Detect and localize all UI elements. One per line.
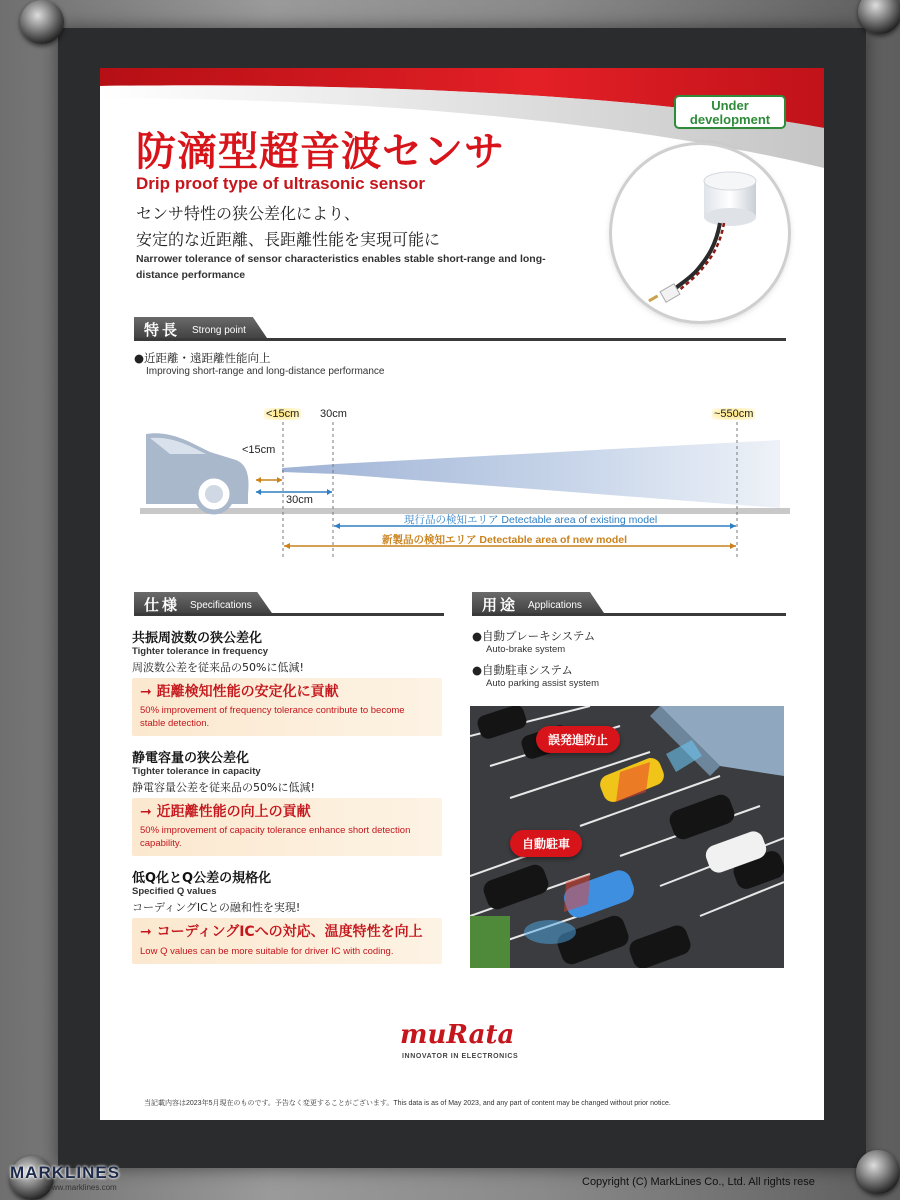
- section-title-jp: 特長: [144, 321, 181, 339]
- lead-text-jp: [136, 201, 440, 253]
- application-item-auto-parking-en: Auto parking assist system: [486, 678, 599, 689]
- lead-line1: センサ特性の狭公差化により、: [136, 204, 361, 223]
- section-title-en: Applications: [528, 600, 582, 611]
- spec-3-result-en: Low Q values can be more suitable for driver IC with coding.: [140, 946, 394, 957]
- spec-3-heading: 低Q化とQ公差の規格化: [132, 871, 272, 886]
- ultrasonic-sensor-icon: [612, 145, 788, 321]
- murata-logo: muRata: [400, 1020, 515, 1050]
- parking-lot-illustration: [470, 706, 784, 968]
- section-applications: [472, 592, 786, 616]
- frame-bolt-bottom-right: [856, 1150, 900, 1194]
- spec-2-result-en: 50% improvement of capacity tolerance enhance short detection capability.: [140, 825, 411, 849]
- section-title-jp: 仕様: [144, 596, 181, 614]
- section-strong-point: [134, 317, 786, 341]
- section-title-en: Specifications: [190, 600, 252, 611]
- spec-1-en: Tighter tolerance in frequency: [132, 646, 269, 657]
- page-title-jp: 防滴型超音波センサ: [136, 129, 505, 175]
- spec-3-result: [132, 918, 442, 964]
- detection-diagram: [140, 408, 790, 558]
- section-title-jp: 用途: [482, 596, 519, 614]
- label-under-15cm-top: <15cm: [266, 408, 300, 420]
- spec-2-heading: 静電容量の狭公差化: [132, 751, 250, 766]
- product-photo: [612, 145, 788, 321]
- section-title-en: Strong point: [192, 325, 246, 336]
- spec-3-jp: コーディングICとの融和性を実現!: [132, 901, 301, 914]
- spec-2-en: Tighter tolerance in capacity: [132, 766, 261, 777]
- prevent-false-start-label: 誤発進防止: [536, 726, 620, 753]
- spec-2-result-title: ➞ 近距離性能の向上の貢献: [140, 804, 311, 820]
- new-model-area-label: 新製品の検知エリア Detectable area of new model: [382, 534, 628, 546]
- application-item-auto-brake-en: Auto-brake system: [486, 644, 566, 655]
- spec-1-result: [132, 678, 442, 736]
- spec-1-jp: 周波数公差を従来品の50%に低減!: [132, 661, 304, 674]
- auto-parking-label: 自動駐車: [510, 830, 582, 857]
- badge-line2: development: [689, 112, 771, 127]
- lead-text-en: Narrower tolerance of sensor characteristics enables stable short-range and long-distance performance: [136, 253, 546, 281]
- murata-tagline: INNOVATOR IN ELECTRONICS: [402, 1053, 519, 1060]
- copyright-notice: Copyright (C) MarkLines Co., Ltd. All rights rese: [582, 1176, 815, 1188]
- application-item-auto-parking: ●自動駐車システム: [472, 663, 573, 677]
- label-550cm: ~550cm: [714, 408, 754, 420]
- strong-point-bullet: ●近距離・遠距離性能向上: [134, 351, 271, 365]
- footnote: 当記載内容は2023年5月現在のものです。予告なく変更することがございます。This data is as of May 2023, and any part of content may be changed without prior notice.: [144, 1100, 671, 1107]
- spec-1-result-title: ➞ 距離検知性能の安定化に貢献: [140, 684, 339, 700]
- strong-point-bullet-en: Improving short-range and long-distance performance: [146, 366, 385, 377]
- spec-1-result-en: 50% improvement of frequency tolerance contribute to become stable detection.: [140, 705, 405, 729]
- lead-line2: 安定的な近距離、長距離性能を実現可能に: [136, 230, 441, 249]
- under-development-badge: [674, 95, 786, 129]
- application-item-auto-brake: ●自動ブレーキシステム: [472, 629, 596, 643]
- spec-3-result-title: ➞ コーディングICへの対応、温度特性を向上: [140, 924, 423, 940]
- spec-1-heading: 共振周波数の狭公差化: [132, 631, 263, 646]
- marklines-watermark-url: www.marklines.com: [46, 1183, 117, 1192]
- label-30cm-top: 30cm: [320, 408, 347, 420]
- label-30cm-car: 30cm: [286, 494, 313, 506]
- label-under-15cm-car: <15cm: [242, 444, 276, 456]
- marklines-watermark-logo: MARKLINES: [10, 1163, 121, 1182]
- poster: [100, 68, 824, 1120]
- existing-model-area-label: 現行品の検知エリア Detectable area of existing model: [404, 514, 658, 526]
- spec-2-result: [132, 798, 442, 856]
- page-title-en: Drip proof type of ultrasonic sensor: [136, 174, 426, 193]
- badge-line1: Under: [711, 98, 749, 113]
- spec-3-en: Specified Q values: [132, 886, 217, 897]
- spec-2-jp: 静電容量公差を従来品の50%に低減!: [132, 781, 315, 794]
- section-specifications: [134, 592, 444, 616]
- frame-bolt-top-left: [20, 0, 64, 44]
